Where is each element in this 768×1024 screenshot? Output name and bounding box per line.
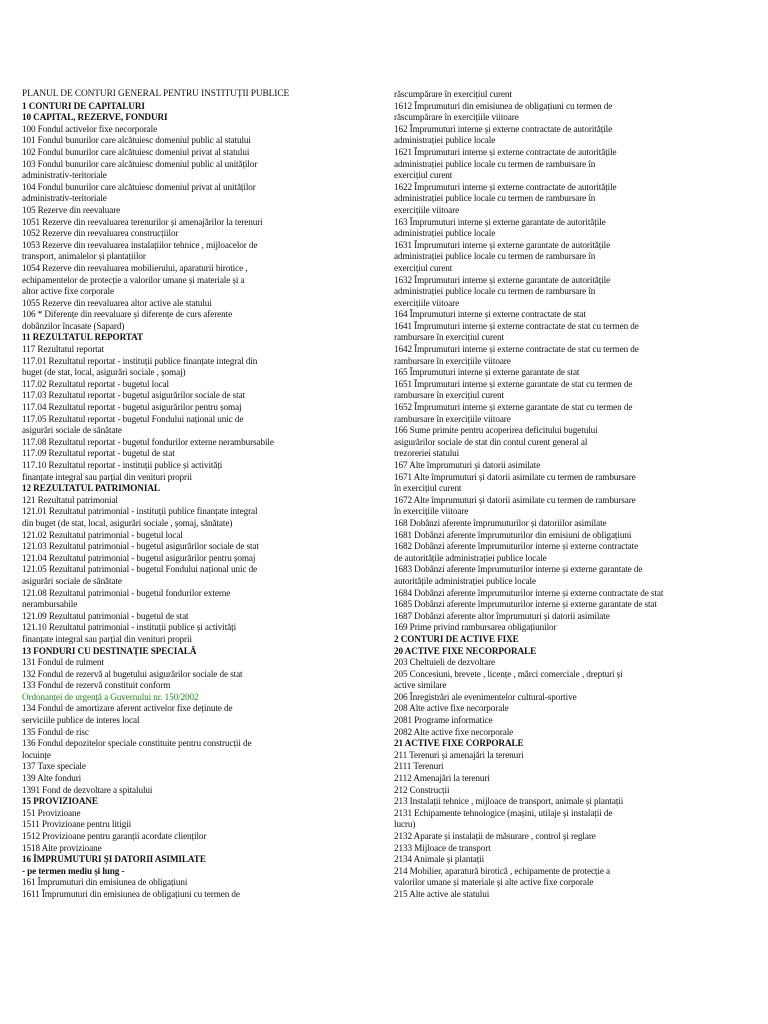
text-line: 103 Fondul bunurilor care alcătuiesc domeniul public al unităților [22, 158, 258, 169]
text-line: 2133 Mijloace de transport [394, 842, 491, 853]
text-line: 165 Împrumuturi interne și externe garantate de stat [394, 367, 580, 378]
section-heading: 20 ACTIVE FIXE NECORPORALE [394, 645, 537, 656]
text-line: 121.08 Rezultatul patrimonial - bugetul fondurilor externe [22, 587, 231, 598]
text-line: 1054 Rezerve din reevaluarea mobilierului, aparaturii birotice , [22, 262, 248, 273]
text-line: 162 Împrumuturi interne și externe contractate de autoritățile [394, 123, 613, 134]
text-line: 1651 Împrumuturi interne și externe garantate de stat cu termen de [394, 378, 633, 389]
text-line: echipamentelor de protecție a valorilor umane și materiale și a [22, 274, 245, 285]
text-line: 117.01 Rezultatul reportat - instituții publice finanțate integral din [22, 355, 258, 366]
text-line: buget (de stat, local, asigurări sociale , șomaj) [22, 367, 186, 378]
text-line: 121.03 Rezultatul patrimonial - bugetul asigurărilor sociale de stat [22, 541, 259, 552]
text-line: 167 Alte împrumuturi și datorii asimilate [394, 460, 541, 470]
text-line: exercițiile viitoare [394, 297, 460, 308]
text-line: 213 Instalații tehnice , mijloace de transport, animale și plantații [394, 796, 624, 807]
text-line: 1642 Împrumuturi interne și externe contractate de stat cu termen de [394, 344, 639, 355]
text-line: în exercițiul curent [394, 483, 462, 494]
text-line: administrativ-teritoriale [22, 170, 107, 181]
text-line: 1671 Alte împrumuturi și datorii asimilate cu termen de rambursare [394, 471, 636, 482]
text-line: 1621 Împrumuturi interne și externe contractate de autoritățile [394, 146, 617, 157]
text-line: 2082 Alte active fixe necorporale [394, 726, 514, 737]
text-line: 1622 Împrumuturi interne și externe contractate de autoritățile [394, 181, 617, 192]
text-line: transport, animalelor și plantațiilor [22, 251, 146, 262]
text-line: 117.09 Rezultatul reportat - bugetul de stat [22, 448, 175, 459]
text-line: 121 Rezultatul patrimonial [22, 494, 118, 505]
text-line: 100 Fondul activelor fixe necorporale [22, 123, 158, 134]
text-line: rambursare în exercițiile viitoare [394, 413, 511, 424]
section-heading: - pe termen mediu și lung - [22, 865, 125, 876]
text-line: administrativ-teritoriale [22, 193, 107, 204]
text-line: lucru) [394, 819, 416, 830]
text-line: 1518 Alte provizioane [22, 842, 102, 853]
text-line: din buget (de stat, local, asigurări sociale , șomaj, sănătate) [22, 517, 233, 528]
text-line: administrației publice locale cu termen de rambursare în [394, 193, 596, 204]
text-line: 139 Alte fonduri [22, 773, 82, 784]
text-line: 1391 Fond de dezvoltare a spitalului [22, 784, 153, 795]
right-column [394, 89, 750, 901]
text-line: 117.08 Rezultatul reportat - bugetul fondurilor externe nerambursabile [22, 436, 274, 447]
document-title: PLANUL DE CONTURI GENERAL PENTRU INSTITUȚII PUBLICE [22, 89, 290, 99]
text-line: 2131 Echipamente tehnologice (mașini, utilaje și instalații de [394, 807, 613, 818]
section-heading: 10 CAPITAL, REZERVE, FONDURI [22, 112, 168, 123]
text-line: 203 Cheltuieli de dezvoltare [394, 657, 496, 668]
text-line: 1652 Împrumuturi interne și externe garantate de stat cu termen de [394, 402, 633, 413]
text-line: 168 Dobânzi aferente împrumuturilor și datoriilor asimilate [394, 517, 607, 528]
text-line: administrației publice locale cu termen de rambursare în [394, 286, 596, 297]
text-line: de autoritățile administrației publice locale [394, 552, 547, 563]
text-line: 1612 Împrumuturi din emisiunea de obligațiuni cu termen de [394, 100, 613, 111]
text-line: rambursare în exercițiul curent [394, 332, 504, 343]
text-line: 121.05 Rezultatul patrimonial - bugetul Fondului național unic de [22, 564, 258, 575]
text-line: autoritățile administrației publice locale [394, 575, 536, 586]
text-line: 2134 Animale și plantații [394, 854, 485, 865]
text-line: rambursare în exercițiul curent [394, 390, 504, 401]
text-line: răscumpărare în exercițiul curent [394, 89, 512, 99]
text-line: exercițiul curent [394, 262, 453, 273]
text-line: 121.01 Rezultatul patrimonial - instituții publice finanțate integral [22, 506, 258, 517]
text-line: locuințe [22, 749, 51, 760]
text-line: răscumpărare în exercițiile viitoare [394, 112, 519, 123]
text-line: asigurări sociale de sănătate [22, 575, 122, 586]
text-line: 206 Înregistrări ale evenimentelor cultural-sportive [394, 691, 577, 702]
text-line: asigurărilor sociale de stat din contul curent general al [394, 436, 588, 447]
text-line: finanțate integral sau parțial din venituri proprii [22, 471, 192, 482]
text-line: 151 Provizioane [22, 807, 81, 818]
text-line: 1681 Dobânzi aferente împrumuturilor din emisiuni de obligațiuni [394, 529, 632, 540]
text-line: 214 Mobilier, aparatură birotică , echipamente de protecție a [394, 865, 610, 876]
text-line: 1052 Rezerve din reevaluarea construcțiilor [22, 228, 179, 239]
text-line: exercițiile viitoare [394, 204, 460, 215]
text-line: 1053 Rezerve din reevaluarea instalațiilor tehnice , mijloacelor de [22, 239, 258, 250]
text-line: 2132 Aparate și instalații de măsurare , control și reglare [394, 831, 596, 841]
text-line: 104 Fondul bunurilor care alcătuiesc domeniul privat al unităților [22, 181, 256, 192]
text-line: serviciile publice de interes local [22, 715, 140, 726]
text-line: 1055 Rezerve din reevaluarea altor active ale statului [22, 297, 212, 308]
text-line: 1632 Împrumuturi interne și externe garantate de autoritățile [394, 274, 611, 285]
section-heading: 12 REZULTATUL PATRIMONIAL [22, 483, 160, 494]
text-line: 1512 Provizioane pentru garanții acordate clienților [22, 831, 207, 841]
text-line: 105 Rezerve din reevaluare [22, 204, 121, 215]
text-line: 164 Împrumuturi interne și externe contractate de stat [394, 309, 586, 320]
text-line: 132 Fondul de rezervă al bugetului asigurărilor sociale de stat [22, 668, 243, 679]
section-heading: 1 CONTURI DE CAPITALURI [22, 100, 145, 111]
text-line: 117.02 Rezultatul reportat - bugetul local [22, 378, 170, 389]
section-heading: 2 CONTURI DE ACTIVE FIXE [394, 633, 519, 644]
left-column [22, 89, 378, 901]
text-line: 1682 Dobânzi aferente împrumuturilor interne și externe contractate [394, 541, 639, 552]
text-line: 1051 Rezerve din reevaluarea terenurilor și amenajărilor la terenuri [22, 216, 263, 227]
text-line: rambursare în exercițiile viitoare [394, 355, 511, 366]
text-line: 1672 Alte împrumuturi și datorii asimilate cu termen de rambursare [394, 494, 636, 505]
text-line: 208 Alte active fixe necorporale [394, 703, 509, 714]
text-line: 121.10 Rezultatul patrimonial - instituții publice și activități [22, 622, 237, 633]
text-line: 1641 Împrumuturi interne și externe contractate de stat cu termen de [394, 320, 639, 331]
text-line: 205 Concesiuni, brevete , licențe , mărci comerciale , drepturi și [394, 668, 623, 679]
text-line: 169 Prime privind rambursarea obligațiunilor [394, 622, 557, 633]
text-line: 101 Fondul bunurilor care alcătuiesc domeniul public al statului [22, 135, 251, 146]
text-line: 1684 Dobânzi aferente împrumuturilor interne și externe contractate de stat [394, 587, 664, 598]
text-line: exercițiul curent [394, 170, 453, 181]
text-line: 117.10 Rezultatul reportat - instituții publice și activități [22, 460, 223, 470]
text-line: 1683 Dobânzi aferente împrumuturilor interne și externe garantate de [394, 564, 643, 575]
text-line: 102 Fondul bunurilor care alcătuiesc domeniul privat al statului [22, 146, 250, 157]
text-line: 117.05 Rezultatul reportat - bugetul Fondului național unic de [22, 413, 244, 424]
text-line: nerambursabile [22, 599, 78, 610]
text-line: 133 Fondul de rezervă constituit conform [22, 680, 171, 691]
section-heading: 11 REZULTATUL REPORTAT [22, 332, 144, 343]
text-line: administrației publice locale [394, 135, 496, 146]
legal-reference: Ordonanței de urgență a Guvernului nr. 150/2002 [22, 691, 199, 702]
text-line: 136 Fondul depozitelor speciale constituite pentru construcții de [22, 738, 252, 749]
text-line: trezoreriei statului [394, 448, 460, 459]
text-line: 1687 Dobânzi aferente altor împrumuturi și datorii asimilate [394, 610, 610, 621]
text-line: 1685 Dobânzi aferente împrumuturilor interne și externe garantate de stat [394, 599, 657, 610]
text-line: 137 Taxe speciale [22, 761, 86, 772]
section-heading: 21 ACTIVE FIXE CORPORALE [394, 738, 524, 749]
text-line: administrației publice locale [394, 228, 496, 239]
text-line: 121.04 Rezultatul patrimonial - bugetul asigurărilor pentru șomaj [22, 552, 256, 563]
text-line: 212 Construcții [394, 784, 450, 795]
text-line: 166 Sume primite pentru acoperirea deficitului bugetului [394, 425, 598, 436]
text-line: valorilor umane și materiale și alte active fixe corporale [394, 877, 594, 888]
text-line: 211 Terenuri și amenajări la terenuri [394, 749, 524, 760]
text-line: 135 Fondul de risc [22, 726, 89, 737]
text-line: 2081 Programe informatice [394, 715, 493, 726]
text-line: 117.03 Rezultatul reportat - bugetul asigurărilor sociale de stat [22, 390, 246, 401]
text-line: 134 Fondul de amortizare aferent activelor fixe deținute de [22, 703, 233, 714]
section-heading: 15 PROVIZIOANE [22, 796, 98, 807]
text-line: finanțate integral sau parțial din venituri proprii [22, 633, 192, 644]
text-line: 1511 Provizioane pentru litigii [22, 819, 132, 830]
text-line: administrației publice locale cu termen de rambursare în [394, 251, 596, 262]
text-line: altor active fixe corporale [22, 286, 114, 297]
text-line: 215 Alte active ale statului [394, 888, 490, 899]
section-heading: 16 ÎMPRUMUTURI ȘI DATORII ASIMILATE [22, 854, 206, 865]
text-line: administrației publice locale cu termen de rambursare în [394, 158, 596, 169]
text-line: 1611 Împrumuturi din emisiunea de obligațiuni cu termen de [22, 888, 240, 899]
text-line: 131 Fondul de rulment [22, 657, 104, 668]
text-line: 106 * Diferențe din reevaluare și diferențe de curs aferente [22, 309, 233, 320]
text-line: 1631 Împrumuturi interne și externe garantate de autoritățile [394, 239, 611, 250]
text-line: în exercițiile viitoare [394, 506, 469, 517]
text-line: 161 Împrumuturi din emisiunea de obligațiuni [22, 877, 188, 888]
text-line: 121.02 Rezultatul patrimonial - bugetul local [22, 529, 183, 540]
text-line: asigurări sociale de sănătate [22, 425, 122, 436]
section-heading: 13 FONDURI CU DESTINAȚIE SPECIALĂ [22, 645, 197, 656]
text-line: 2111 Terenuri [394, 761, 444, 772]
text-line: dobânzilor încasate (Sapard) [22, 320, 125, 331]
text-line: 117.04 Rezultatul reportat - bugetul asigurărilor pentru șomaj [22, 402, 242, 413]
text-line: 117 Rezultatul reportat [22, 344, 105, 355]
text-line: 2112 Amenajări la terenuri [394, 773, 490, 784]
text-line: 121.09 Rezultatul patrimonial - bugetul de stat [22, 610, 189, 621]
text-line: active similare [394, 680, 447, 691]
text-line: 163 Împrumuturi interne și externe garantate de autoritățile [394, 216, 606, 227]
